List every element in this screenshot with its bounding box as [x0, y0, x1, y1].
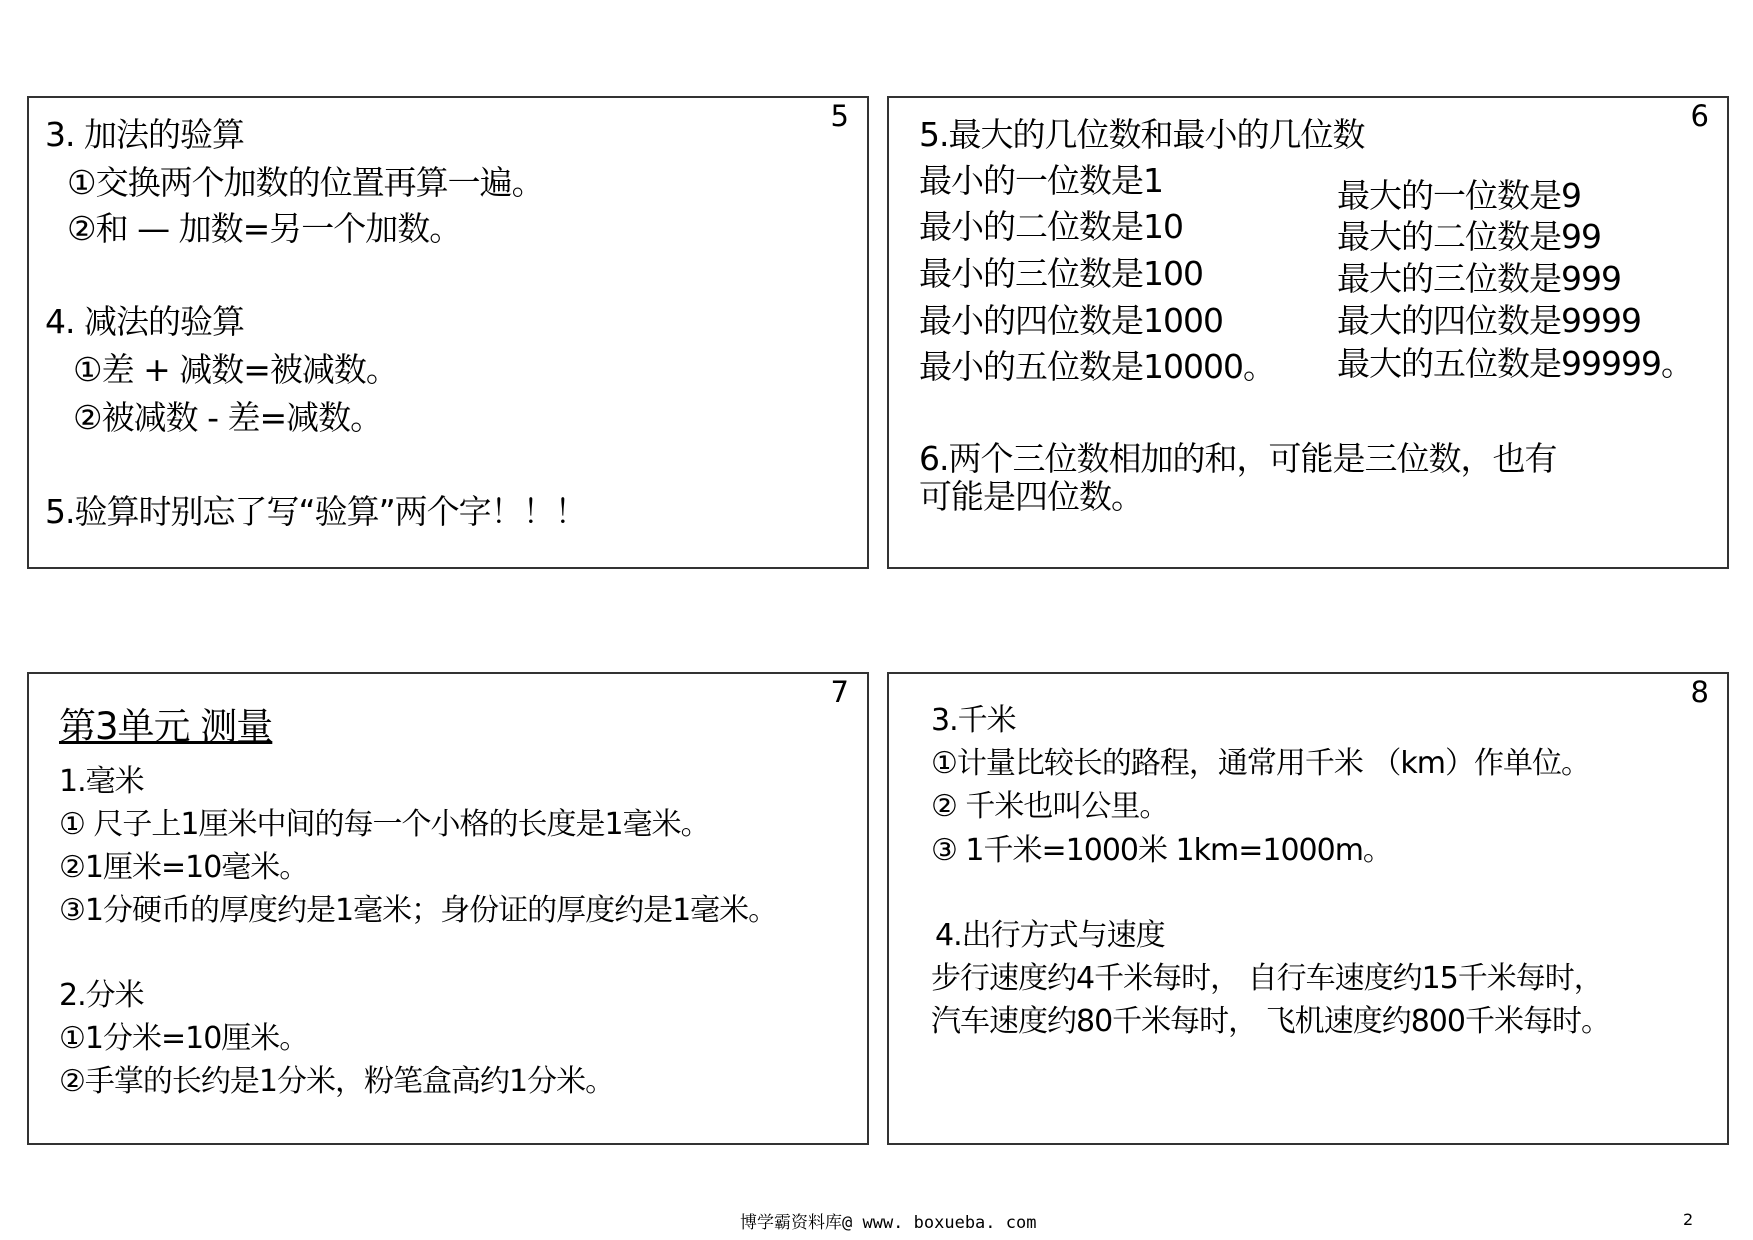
footer-site: 博学霸资料库@ www. boxueba. com — [740, 1213, 1037, 1233]
text-line: ②和 — 加数=另一个加数。 — [67, 209, 462, 248]
max-number-line: 最大的二位数是99 — [1337, 217, 1601, 256]
min-number-line: 最小的一位数是1 — [919, 161, 1163, 200]
note-line: 6.两个三位数相加的和，可能是三位数，也有 — [919, 439, 1557, 478]
text-line: ③1分硬币的厚度约是1毫米；身份证的厚度约是1毫米。 — [59, 893, 778, 928]
text-line: ①交换两个加数的位置再算一遍。 — [67, 163, 544, 202]
text-line: 4.出行方式与速度 — [935, 918, 1165, 953]
max-number-line: 最大的一位数是9 — [1337, 176, 1581, 215]
text-line: 3.千米 — [931, 703, 1016, 738]
text-line: ①1分米=10厘米。 — [59, 1021, 309, 1056]
text-line: 4. 减法的验算 — [45, 302, 244, 341]
card-number: 6 — [1690, 99, 1709, 133]
card-number: 8 — [1690, 675, 1709, 709]
text-line: 5.验算时别忘了写“验算”两个字！！！ — [45, 492, 587, 531]
card-5 — [27, 96, 869, 569]
card-8 — [887, 672, 1729, 1145]
text-line: 汽车速度约80千米每时， 飞机速度约800千米每时。 — [931, 1004, 1610, 1039]
card-number: 7 — [830, 675, 849, 709]
min-number-line: 最小的五位数是10000。 — [919, 347, 1275, 386]
unit-heading: 第3单元 测量 — [59, 705, 273, 748]
page-number: 2 — [1683, 1210, 1694, 1229]
text-line: ② 千米也叫公里。 — [931, 789, 1169, 824]
max-number-line: 最大的三位数是999 — [1337, 259, 1621, 298]
card-title: 5.最大的几位数和最小的几位数 — [919, 115, 1365, 154]
text-line: ③ 1千米=1000米 1km=1000m。 — [931, 833, 1392, 868]
min-number-line: 最小的三位数是100 — [919, 254, 1203, 293]
text-line: ②手掌的长约是1分米，粉笔盒高约1分米。 — [59, 1064, 615, 1099]
text-line: ①差 + 减数=被减数。 — [73, 350, 398, 389]
text-line: ① 尺子上1厘米中间的每一个小格的长度是1毫米。 — [59, 807, 710, 842]
card-6 — [887, 96, 1729, 569]
min-number-line: 最小的二位数是10 — [919, 207, 1183, 246]
text-line: 3. 加法的验算 — [45, 115, 244, 154]
text-line: ①计量比较长的路程，通常用千米 （km）作单位。 — [931, 746, 1591, 781]
card-number: 5 — [830, 99, 849, 133]
text-line: ②1厘米=10毫米。 — [59, 850, 309, 885]
text-line: 1.毫米 — [59, 764, 144, 799]
max-number-line: 最大的四位数是9999 — [1337, 301, 1641, 340]
text-line: ②被减数 - 差=减数。 — [73, 398, 383, 437]
text-line: 2.分米 — [59, 978, 144, 1013]
card-7 — [27, 672, 869, 1145]
text-line: 步行速度约4千米每时， 自行车速度约15千米每时， — [931, 961, 1603, 996]
max-number-line: 最大的五位数是99999。 — [1337, 344, 1693, 383]
min-number-line: 最小的四位数是1000 — [919, 301, 1223, 340]
note-line: 可能是四位数。 — [919, 477, 1143, 516]
